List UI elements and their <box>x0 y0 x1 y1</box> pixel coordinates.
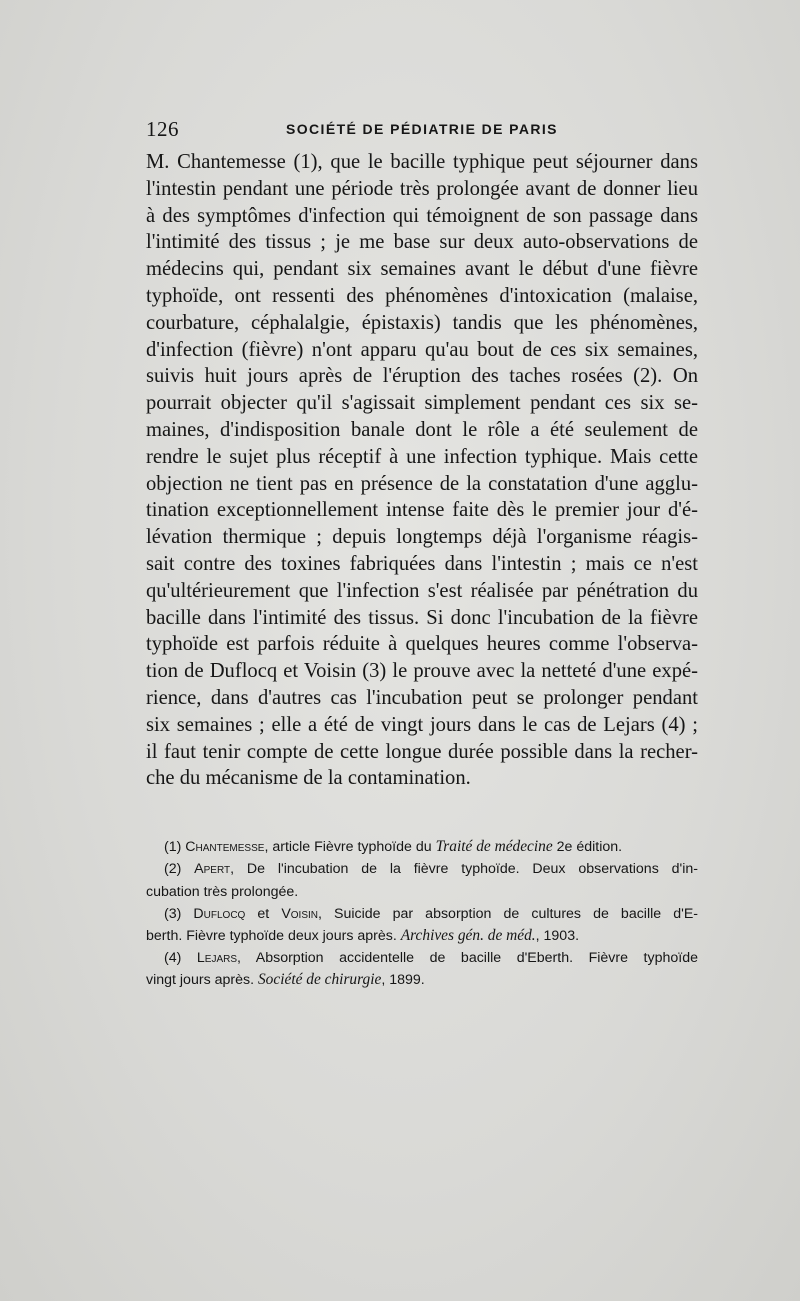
text-line: sait contre des toxines fabriquées dans l'intestin ; mais ce n'est <box>146 552 698 575</box>
text-line: lévation thermique ; depuis longtemps déjà l'organisme réagis- <box>146 526 698 549</box>
footnote-author: Voisin, <box>281 905 322 922</box>
text-line: rendre le sujet plus réceptif à une infection typhique. Mais cette <box>146 445 698 468</box>
footnote-marker: (4) <box>164 950 182 967</box>
footnote-marker: (2) <box>164 861 182 878</box>
text-line: six semaines ; elle a été de vingt jours dans le cas de Lejars (4) ; <box>146 713 698 736</box>
text-line: suivis huit jours après de l'éruption des taches rosées (2). On <box>146 365 698 388</box>
text-line: qu'ultérieurement que l'infection s'est réalisée par pénétration du <box>146 579 698 602</box>
footnote-marker: (1) <box>164 839 182 856</box>
text-line: objection ne tient pas en présence de la constatation d'une agglu- <box>146 472 698 495</box>
footnote-2 <box>146 858 698 902</box>
text-line: médecins qui, pendant six semaines avant le début d'une fièvre <box>146 258 698 281</box>
footnote-text: vingt jours après. <box>146 972 258 989</box>
footnote-text: 2e édition. <box>552 839 623 856</box>
footnote-work-title: Archives gén. de méd. <box>400 926 536 944</box>
footnote-text: , 1903. <box>535 927 580 944</box>
text-line: pourrait objecter qu'il s'agissait simplement pendant ces six se- <box>146 392 698 415</box>
footnote-author: Apert, <box>194 861 235 878</box>
running-head <box>146 117 698 149</box>
text-line: M. Chantemesse (1), que le bacille typhique peut séjourner dans <box>146 151 698 173</box>
footnote-1 <box>146 836 698 858</box>
page-content <box>146 117 698 992</box>
footnote-line <box>146 858 698 880</box>
footnote-text: berth. Fièvre typhoïde deux jours après. <box>146 927 401 944</box>
text-line: tination exceptionnellement intense faite dès le premier jour d'é- <box>146 499 698 522</box>
text-line: tion de Duflocq et Voisin (3) le prouve avec la netteté d'une expé- <box>146 660 698 683</box>
footnotes <box>146 836 698 991</box>
footnote-3 <box>146 903 698 947</box>
footnote-4 <box>146 947 698 991</box>
text-line: courbature, céphalalgie, épistaxis) tandis que les phénomènes, <box>146 311 698 334</box>
footnote-text: article Fièvre typhoïde du <box>268 839 436 856</box>
text-line: d'infection (fièvre) n'ont apparu qu'au bout de ces six semaines, <box>146 338 698 361</box>
footnote-work-title: Traité de médecine <box>435 838 553 856</box>
text-line: l'intimité des tissus ; je me base sur deux auto-observations de <box>146 231 698 254</box>
footnote-author: Chantemesse, <box>185 839 269 856</box>
text-line: l'intestin pendant une période très prolongée avant de donner lieu <box>146 177 698 200</box>
running-title: SOCIÉTÉ DE PÉDIATRIE DE PARIS <box>286 121 558 137</box>
text-line: typhoïde est parfois réduite à quelques heures comme l'observa- <box>146 633 698 656</box>
footnote-line <box>146 947 698 969</box>
text-line: rience, dans d'autres cas l'incubation peut se prolonger pendant <box>146 686 698 709</box>
text-line: bacille dans l'intimité des tissus. Si donc l'incubation de la fièvre <box>146 606 698 629</box>
text-line: che du mécanisme de la contamination. <box>146 767 471 790</box>
footnote-line <box>146 969 698 991</box>
text-line: typhoïde, ont ressenti des phénomènes d'intoxication (malaise, <box>146 284 698 307</box>
text-line: il faut tenir compte de cette longue durée possible dans la recher- <box>146 740 698 763</box>
text-line: maines, d'indisposition banale dont le rôle a été seulement de <box>146 418 698 441</box>
footnote-text: , 1899. <box>381 972 425 989</box>
footnote-text: Absorption accidentelle de bacille d'Eberth. Fièvre typhoïde <box>240 950 698 967</box>
footnote-line <box>146 925 698 947</box>
text-line: à des symptômes d'infection qui témoignent de son passage dans <box>146 204 698 227</box>
footnote-line <box>146 836 698 858</box>
footnote-text: De l'incubation de la fièvre typhoïde. Deux observations d'in- <box>234 861 698 878</box>
footnote-text: et <box>245 905 282 922</box>
footnote-line <box>146 903 698 925</box>
footnote-text: Suicide par absorption de cultures de bacille d'E- <box>321 905 699 922</box>
footnote-line: cubation très prolongée. <box>146 883 299 900</box>
footnote-marker: (3) <box>164 905 182 922</box>
footnote-author: Duflocq <box>193 905 246 922</box>
main-paragraph <box>146 149 698 792</box>
footnote-work-title: Société de chirurgie <box>257 971 382 989</box>
footnote-author: Lejars, <box>196 950 241 967</box>
page-number: 126 <box>146 117 179 141</box>
